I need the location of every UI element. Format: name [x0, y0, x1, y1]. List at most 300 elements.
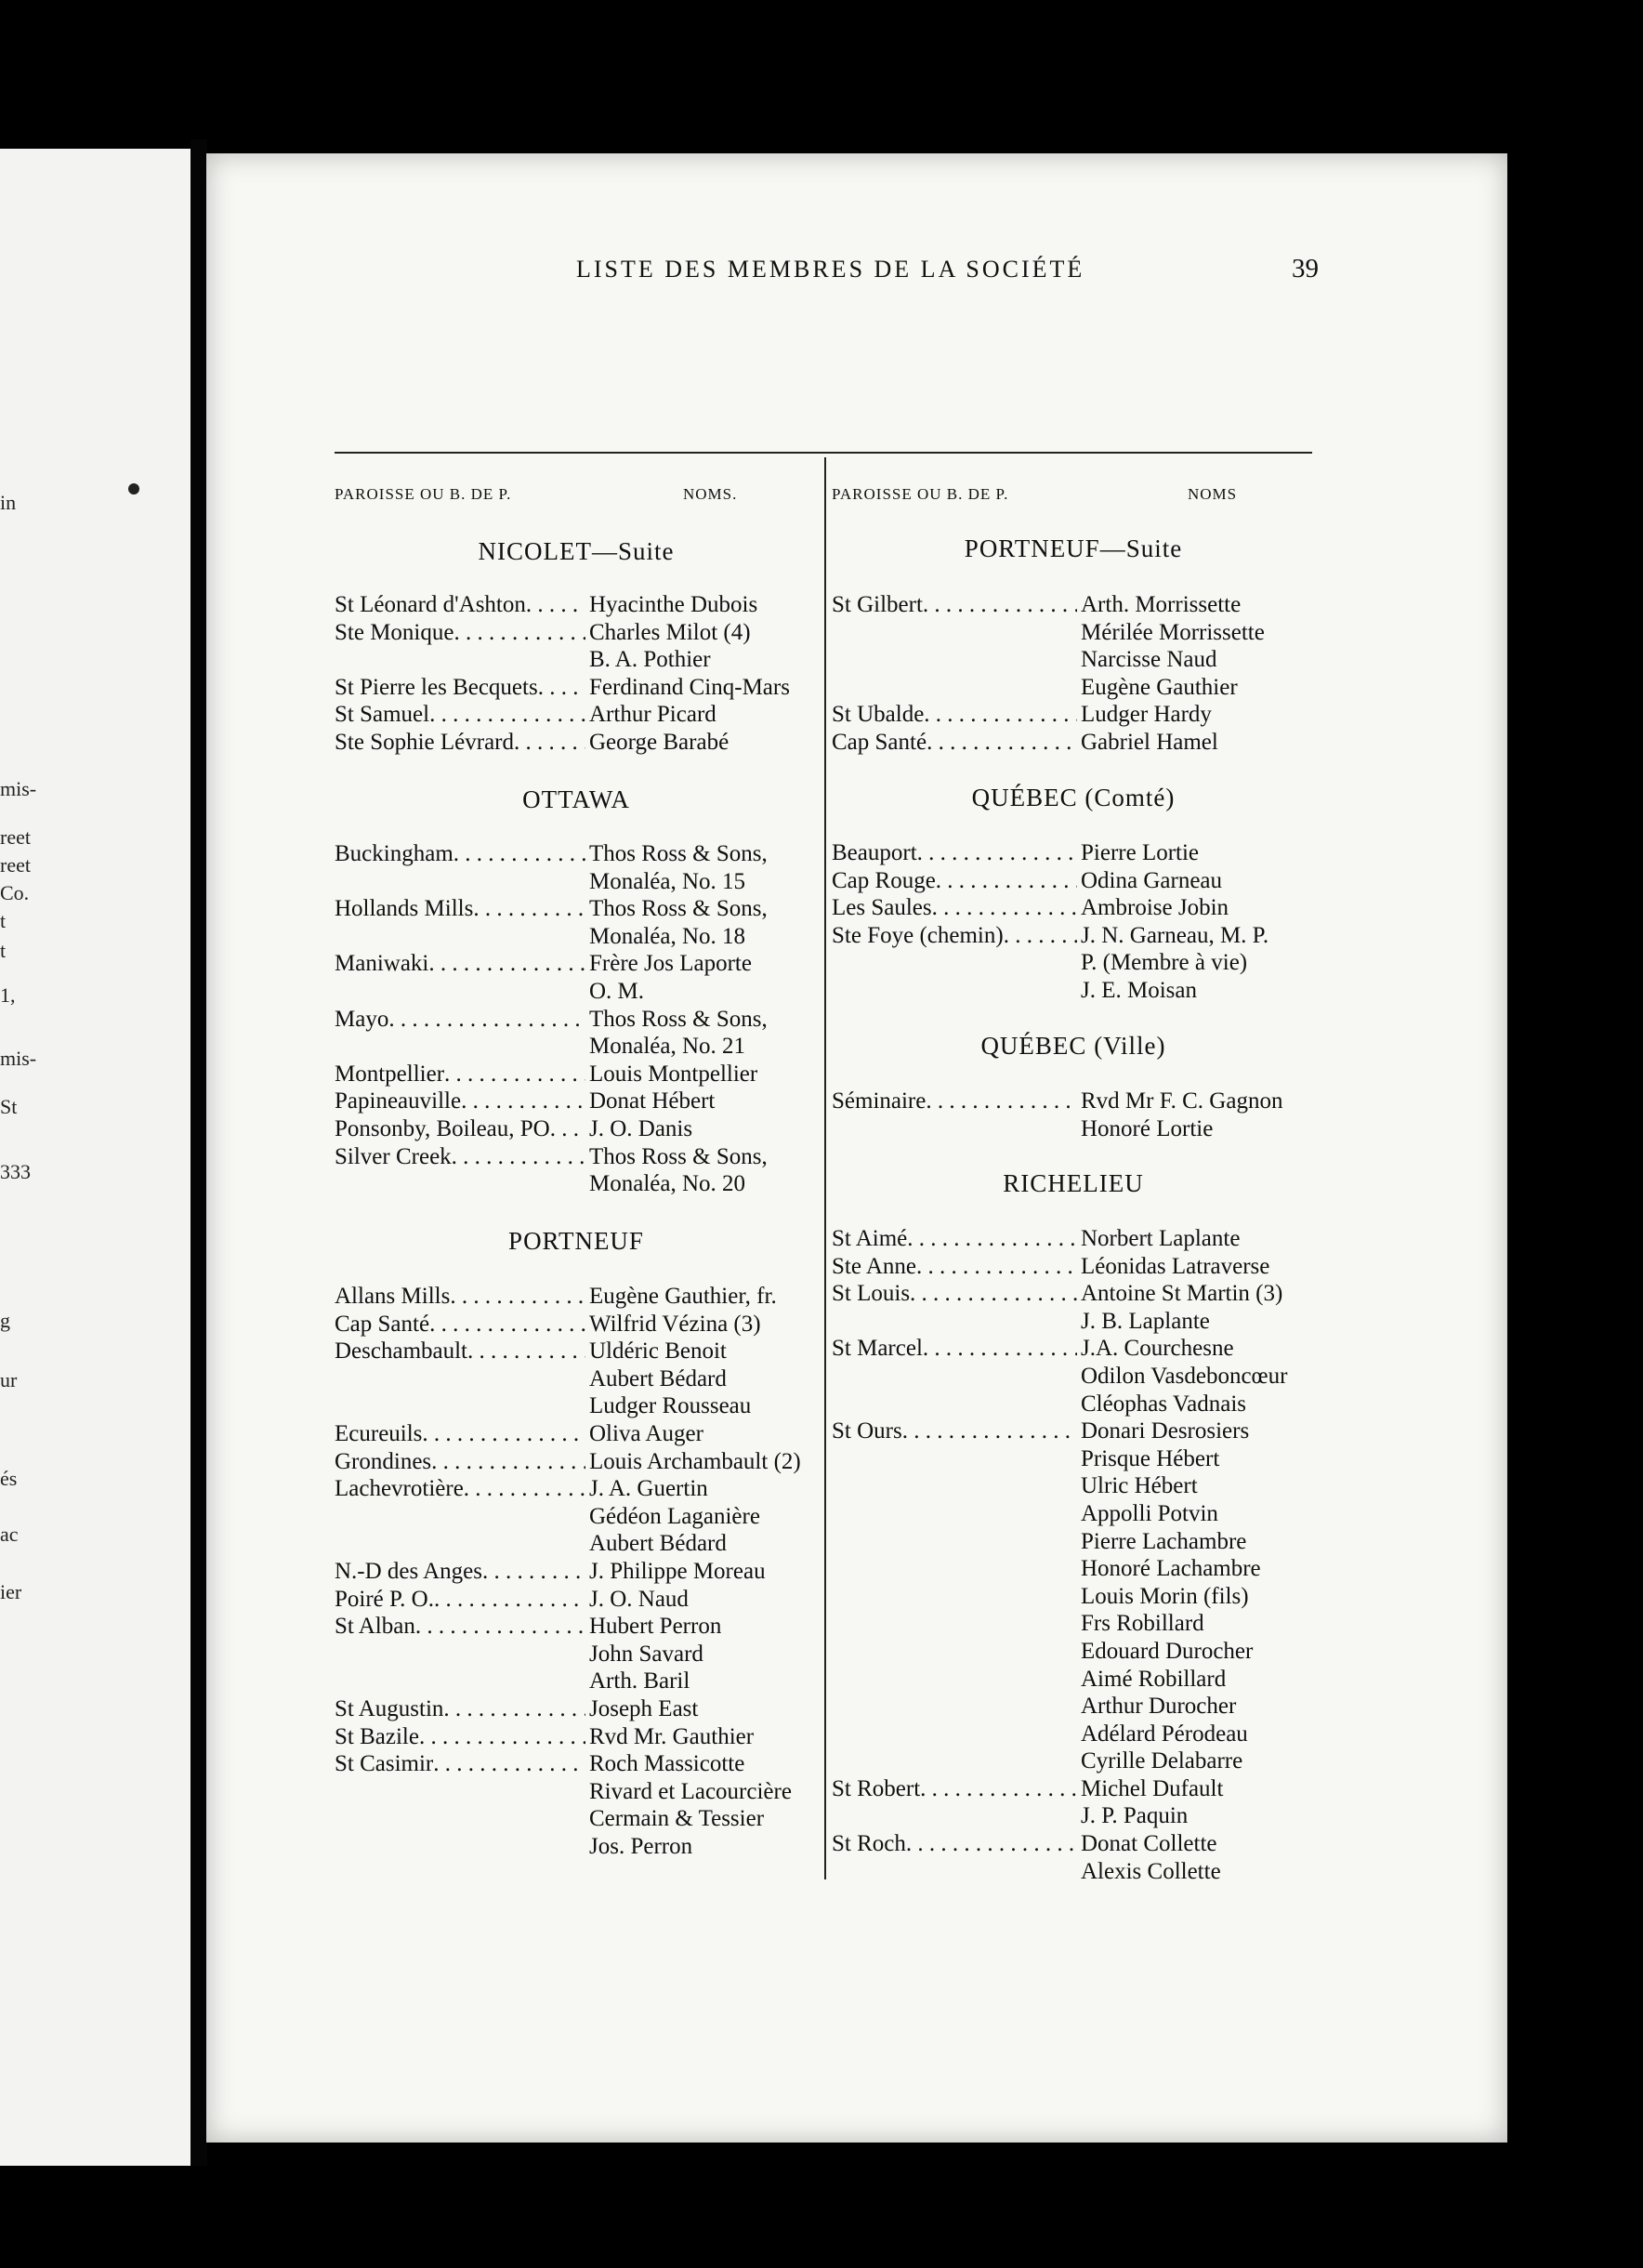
parish-cell [335, 1805, 585, 1833]
dot-leader [832, 619, 1077, 647]
member-name: Cléophas Vadnais [1081, 1391, 1246, 1417]
member-row [832, 949, 1268, 977]
dot-leader [428, 950, 585, 978]
parish-name: Mayo [335, 1006, 389, 1032]
member-row [832, 1115, 1282, 1143]
parish-cell [832, 1721, 1077, 1748]
member-row [832, 1088, 1282, 1115]
section-entries [832, 839, 1268, 1005]
dot-leader [473, 895, 585, 923]
member-name: Rvd Mr F. C. Gagnon [1081, 1088, 1283, 1114]
parish-name: St Roch [832, 1831, 906, 1857]
member-row [335, 1448, 801, 1476]
member-row [335, 1143, 768, 1171]
member-name: Thos Ross & Sons, [589, 1143, 768, 1169]
member-name: J. A. Guertin [589, 1476, 708, 1502]
previous-page-fragment: mis- [0, 1047, 37, 1070]
member-name: Roch Massicotte [589, 1751, 745, 1777]
dot-leader [910, 1280, 1077, 1308]
dot-leader [419, 1723, 585, 1751]
parish-cell [335, 1392, 585, 1420]
member-name: Honoré Lortie [1081, 1115, 1214, 1141]
parish-cell [335, 1061, 585, 1088]
member-row [335, 1061, 768, 1088]
parish-name: St Aimé [832, 1226, 908, 1251]
parish-cell [832, 1363, 1077, 1391]
parish-cell [832, 1802, 1077, 1830]
parish-cell [832, 701, 1077, 729]
parish-name: Silver Creek [335, 1143, 452, 1169]
dot-leader [335, 1530, 585, 1558]
member-row [832, 674, 1265, 702]
member-row [832, 1500, 1287, 1528]
dot-leader [388, 1006, 585, 1034]
member-row [832, 894, 1268, 922]
dot-leader [932, 894, 1077, 922]
dot-leader [832, 1445, 1077, 1473]
member-row [832, 619, 1265, 647]
parish-name: Ste Monique [335, 619, 454, 645]
member-row [832, 1280, 1287, 1308]
member-name: Frère Jos Laporte [589, 951, 752, 977]
member-row [335, 1695, 801, 1723]
member-name: J. Philippe Moreau [589, 1558, 766, 1584]
parish-name: Papineauville [335, 1088, 462, 1114]
dot-leader [335, 868, 585, 896]
dot-leader [832, 1858, 1077, 1886]
dot-leader [924, 701, 1077, 729]
dot-leader [902, 1418, 1077, 1445]
parish-cell [335, 1143, 585, 1171]
parish-cell [335, 1503, 585, 1531]
parish-name: St Ubalde [832, 702, 925, 728]
member-row [832, 729, 1265, 757]
parish-cell [335, 701, 585, 729]
parish-cell [832, 1638, 1077, 1666]
member-name: Gabriel Hamel [1081, 729, 1218, 755]
member-name: Pierre Lachambre [1081, 1528, 1247, 1554]
member-row [832, 922, 1268, 950]
member-name: Honoré Lachambre [1081, 1556, 1261, 1582]
member-row [335, 701, 790, 729]
dot-leader [832, 674, 1077, 702]
parish-cell [335, 1475, 585, 1503]
member-name: Monaléa, No. 21 [589, 1034, 746, 1060]
member-row [832, 1747, 1287, 1775]
member-row [335, 1750, 801, 1778]
parish-name: Cap Rouge [832, 867, 936, 893]
member-row [335, 1530, 801, 1558]
member-name: Gédéon Laganière [589, 1503, 760, 1529]
dot-leader [429, 701, 585, 729]
parish-name: St Samuel [335, 702, 430, 728]
member-name: Rivard et Lacourcière [589, 1778, 792, 1804]
member-name: J. P. Paquin [1081, 1803, 1189, 1829]
member-row [832, 646, 1265, 674]
parish-cell [832, 1335, 1077, 1363]
dot-leader [433, 1750, 585, 1778]
parish-cell [335, 868, 585, 896]
parish-cell [832, 894, 1077, 922]
dot-leader [832, 949, 1077, 977]
member-name: Michel Dufault [1081, 1775, 1224, 1801]
member-name: J. O. Danis [589, 1115, 693, 1141]
dot-leader [936, 867, 1077, 895]
dot-leader [452, 1143, 585, 1171]
previous-page-fragment: ac [0, 1523, 19, 1546]
member-row [832, 701, 1265, 729]
member-row [335, 1833, 801, 1861]
parish-cell [335, 1778, 585, 1806]
dot-leader [832, 1308, 1077, 1336]
member-row [832, 1858, 1287, 1886]
page-number: 39 [1292, 254, 1319, 284]
parish-name: Hollands Mills [335, 896, 474, 922]
section-entries [832, 1088, 1282, 1142]
member-name: Ludger Rousseau [589, 1393, 752, 1419]
parish-name: Buckingham [335, 841, 453, 866]
parish-cell [832, 1858, 1077, 1886]
member-row [335, 1503, 801, 1531]
member-row [832, 1528, 1287, 1556]
parish-name: Deschambault [335, 1338, 468, 1365]
member-name: Thos Ross & Sons, [589, 841, 768, 866]
parish-cell [832, 1610, 1077, 1638]
parish-cell [832, 867, 1077, 895]
member-name: J. B. Laplante [1081, 1308, 1210, 1334]
parish-cell [832, 1830, 1077, 1858]
parish-cell [832, 922, 1077, 950]
member-name: Eugène Gauthier, fr. [589, 1284, 777, 1309]
dot-leader [832, 1610, 1077, 1638]
member-row [335, 1805, 801, 1833]
member-row [832, 1445, 1287, 1473]
member-name: Mérilée Morrissette [1081, 619, 1265, 645]
parish-cell [832, 1115, 1077, 1143]
parish-name: St Robert [832, 1775, 921, 1801]
member-row [832, 1830, 1287, 1858]
previous-page-fragment: ur [0, 1368, 18, 1391]
parish-cell [832, 1308, 1077, 1336]
member-row [832, 1225, 1287, 1253]
member-name: Joseph East [589, 1695, 699, 1721]
dot-leader [335, 1503, 585, 1531]
member-name: Louis Archambault (2) [589, 1448, 801, 1474]
member-row [832, 867, 1268, 895]
member-row [832, 1335, 1287, 1363]
member-name: J. E. Moisan [1081, 977, 1197, 1003]
member-row [335, 1006, 768, 1034]
parish-cell [832, 729, 1077, 757]
member-row [832, 1721, 1287, 1748]
section-title: OTTAWA [522, 785, 630, 813]
dot-leader [335, 1170, 585, 1198]
member-name: Frs Robillard [1081, 1611, 1204, 1637]
dot-leader [453, 840, 585, 868]
dot-leader [415, 1613, 585, 1641]
dot-leader [335, 1365, 585, 1393]
parish-cell [832, 949, 1077, 977]
dot-leader [1004, 922, 1077, 950]
ink-dot [128, 483, 139, 494]
member-row [832, 1666, 1287, 1694]
member-name: Aubert Bédard [589, 1365, 727, 1391]
parish-name: Montpellier [335, 1061, 445, 1087]
parish-cell [335, 1088, 585, 1115]
member-name: Cyrille Delabarre [1081, 1748, 1243, 1774]
parish-cell [832, 1225, 1077, 1253]
parish-cell [832, 1088, 1077, 1115]
member-name: John Savard [589, 1641, 703, 1667]
member-name: Odina Garneau [1081, 867, 1223, 893]
member-name: Thos Ross & Sons, [589, 1006, 768, 1032]
parish-cell [335, 1586, 585, 1614]
parish-cell [335, 895, 585, 923]
parish-cell [335, 923, 585, 951]
member-name: Pierre Lortie [1081, 840, 1200, 865]
member-name: Arthur Durocher [1081, 1694, 1237, 1720]
parish-cell [335, 1365, 585, 1393]
running-title: LISTE DES MEMBRES DE LA SOCIÉTÉ [576, 256, 1085, 283]
parish-cell [832, 1280, 1077, 1308]
parish-name: Ponsonby, Boileau, PO [335, 1115, 550, 1141]
section-entries [832, 1225, 1287, 1885]
section-entries [335, 1283, 801, 1860]
parish-cell [335, 1448, 585, 1476]
dot-leader [832, 1391, 1077, 1418]
parish-name: Cap Santé [335, 1311, 430, 1337]
parish-name: N.-D des Anges [335, 1558, 483, 1584]
member-name: Appolli Potvin [1081, 1500, 1218, 1526]
member-name: J.A. Courchesne [1081, 1336, 1234, 1362]
parish-cell [335, 840, 585, 868]
dot-leader [482, 1558, 585, 1586]
parish-cell [335, 1695, 585, 1723]
parish-cell [335, 1833, 585, 1861]
parish-cell [832, 591, 1077, 619]
previous-page-fragment: St [0, 1095, 18, 1118]
dot-leader [335, 978, 585, 1006]
member-row [335, 1420, 801, 1448]
right-names-header: NOMS [1188, 485, 1238, 503]
member-name: Louis Montpellier [589, 1061, 758, 1087]
member-name: Oliva Auger [589, 1420, 703, 1446]
previous-page-fragment: g [0, 1309, 10, 1332]
dot-leader [467, 1338, 585, 1365]
parish-cell [335, 950, 585, 978]
dot-leader [526, 591, 585, 619]
member-name: Monaléa, No. 18 [589, 923, 746, 949]
member-row [335, 1778, 801, 1806]
member-name: Wilfrid Vézina (3) [589, 1311, 761, 1337]
member-name: Ludger Hardy [1081, 702, 1212, 728]
parish-cell [832, 1418, 1077, 1445]
dot-leader [450, 1283, 585, 1311]
dot-leader [335, 646, 585, 674]
member-name: Hubert Perron [589, 1614, 722, 1640]
header-rule [335, 452, 1312, 454]
member-name: Odilon Vasdeboncœur [1081, 1363, 1288, 1389]
right-parish-header: PAROISSE OU B. DE P. [832, 485, 1009, 503]
parish-cell [832, 1747, 1077, 1775]
dot-leader [335, 923, 585, 951]
parish-cell [335, 674, 585, 702]
previous-page-edge [0, 149, 191, 2166]
parish-cell [335, 978, 585, 1006]
parish-name: Ste Anne [832, 1253, 916, 1279]
member-name: Jos. Perron [589, 1833, 693, 1859]
parish-name: St Alban [335, 1614, 415, 1640]
previous-page-fragment: in [0, 491, 17, 514]
member-name: J. O. Naud [589, 1586, 689, 1612]
member-row [832, 839, 1268, 867]
member-name: Louis Morin (fils) [1081, 1583, 1249, 1609]
dot-leader [335, 1641, 585, 1668]
member-name: Arth. Baril [589, 1668, 690, 1694]
dot-leader [832, 1363, 1077, 1391]
dot-leader [538, 674, 585, 702]
member-name: Ulric Hébert [1081, 1473, 1198, 1499]
parish-cell [832, 839, 1077, 867]
member-row [832, 977, 1268, 1005]
dot-leader [832, 1666, 1077, 1694]
dot-leader [453, 619, 585, 647]
parish-cell [335, 1420, 585, 1448]
parish-cell [335, 1641, 585, 1668]
section-entries [335, 840, 768, 1198]
dot-leader [461, 1088, 585, 1115]
member-name: Alexis Collette [1081, 1858, 1221, 1884]
member-name: Cermain & Tessier [589, 1806, 765, 1832]
dot-leader [832, 1115, 1077, 1143]
parish-cell [832, 1583, 1077, 1611]
previous-page-fragment: mis- [0, 777, 37, 800]
member-name: Rvd Mr. Gauthier [589, 1723, 755, 1749]
parish-name: St Ours [832, 1418, 902, 1444]
member-row [335, 729, 790, 757]
parish-cell [335, 1115, 585, 1143]
dot-leader [335, 1668, 585, 1695]
parish-cell [832, 674, 1077, 702]
member-name: Ferdinand Cinq-Mars [589, 674, 790, 700]
member-row [335, 1668, 801, 1695]
dot-leader [832, 1802, 1077, 1830]
parish-name: St Augustin [335, 1695, 444, 1721]
previous-page-fragment: reet [0, 853, 31, 877]
member-name: Léonidas Latraverse [1081, 1253, 1270, 1279]
parish-cell [335, 646, 585, 674]
dot-leader [335, 1833, 585, 1861]
parish-name: St Gilbert [832, 592, 923, 617]
member-row [335, 1283, 801, 1311]
member-name: Donat Collette [1081, 1831, 1217, 1857]
member-row [832, 1610, 1287, 1638]
dot-leader [927, 729, 1077, 757]
member-name: B. A. Pothier [589, 647, 711, 673]
parish-cell [832, 619, 1077, 647]
parish-name: Beauport [832, 840, 917, 865]
parish-name: St Casimir [335, 1751, 434, 1777]
dot-leader [550, 1115, 585, 1143]
member-name: Arthur Picard [589, 702, 716, 728]
parish-cell [832, 1472, 1077, 1500]
parish-cell [832, 1555, 1077, 1583]
parish-cell [335, 619, 585, 647]
member-name: Prisque Hébert [1081, 1445, 1220, 1471]
parish-cell [832, 977, 1077, 1005]
dot-leader [335, 1778, 585, 1806]
dot-leader [832, 1555, 1077, 1583]
parish-name: Les Saules [832, 895, 932, 921]
left-parish-header: PAROISSE OU B. DE P. [335, 485, 512, 503]
member-name: Aimé Robillard [1081, 1666, 1227, 1692]
parish-cell [832, 646, 1077, 674]
dot-leader [335, 1033, 585, 1061]
section-title: PORTNEUF—Suite [964, 534, 1183, 562]
parish-name: Séminaire [832, 1088, 927, 1114]
member-name: Norbert Laplante [1081, 1226, 1241, 1251]
section-title: QUÉBEC (Ville) [980, 1032, 1166, 1060]
member-name: George Barabé [589, 729, 729, 755]
parish-cell [335, 1750, 585, 1778]
dot-leader [916, 1253, 1077, 1281]
member-row [335, 1338, 801, 1365]
member-row [335, 1613, 801, 1641]
member-row [335, 1558, 801, 1586]
member-row [335, 923, 768, 951]
parish-cell [832, 1253, 1077, 1281]
dot-leader [832, 1721, 1077, 1748]
previous-page-fragment: 1, [0, 983, 16, 1007]
left-names-header: NOMS. [683, 485, 738, 503]
member-name: Charles Milot (4) [589, 619, 751, 645]
dot-leader [832, 646, 1077, 674]
member-row [335, 868, 768, 896]
member-row [832, 1363, 1287, 1391]
parish-cell [335, 1558, 585, 1586]
parish-cell [832, 1693, 1077, 1721]
member-name: Donat Hébert [589, 1088, 716, 1114]
member-name: Ambroise Jobin [1081, 895, 1229, 921]
member-row [832, 1308, 1287, 1336]
member-name: Hyacinthe Dubois [589, 592, 758, 617]
member-name: O. M. [589, 978, 645, 1004]
member-row [832, 1775, 1287, 1803]
parish-name: St Louis [832, 1281, 911, 1307]
parish-cell [335, 1668, 585, 1695]
dot-leader [832, 1693, 1077, 1721]
dot-leader [832, 1472, 1077, 1500]
member-row [335, 1723, 801, 1751]
parish-name: Ste Foye (chemin) [832, 922, 1004, 948]
member-row [832, 1638, 1287, 1666]
dot-leader [923, 591, 1077, 619]
dot-leader [832, 1583, 1077, 1611]
member-name: Monaléa, No. 20 [589, 1171, 746, 1197]
dot-leader [464, 1475, 585, 1503]
dot-leader [923, 1335, 1077, 1363]
member-row [335, 1033, 768, 1061]
parish-cell [335, 1613, 585, 1641]
member-row [832, 591, 1265, 619]
member-row [832, 1391, 1287, 1418]
dot-leader [431, 1448, 585, 1476]
section-title: PORTNEUF [508, 1227, 644, 1255]
parish-name: Lachevrotière [335, 1476, 464, 1502]
parish-cell [832, 1528, 1077, 1556]
member-row [335, 840, 768, 868]
parish-cell [335, 1723, 585, 1751]
